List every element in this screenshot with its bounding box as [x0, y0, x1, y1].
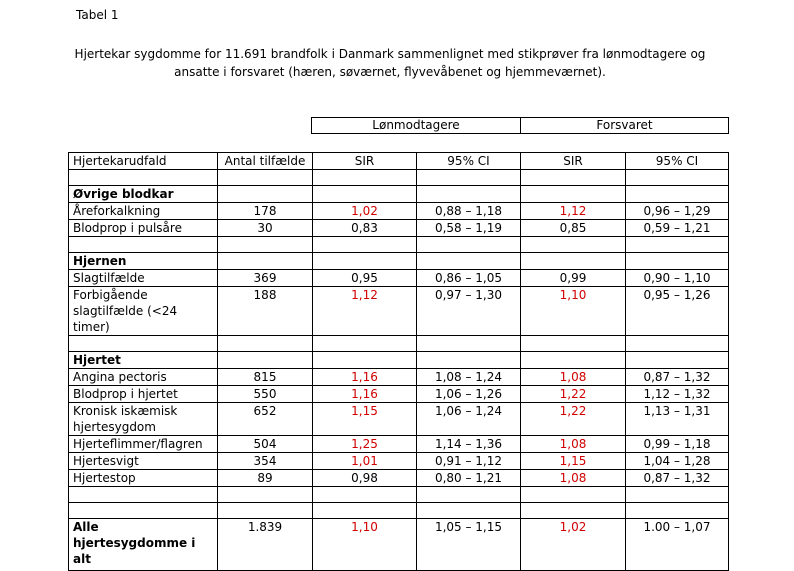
row-name: Forbigående slagtilfælde (<24 timer) [69, 287, 218, 336]
table-row [69, 287, 729, 336]
row-ci-lonmodtagere: 1,06 – 1,24 [417, 403, 521, 436]
empty-cell [69, 487, 218, 503]
row-count: 504 [218, 436, 313, 453]
table-row [69, 270, 729, 287]
empty-cell [521, 253, 626, 270]
row-sir-lonmodtagere: 1,15 [313, 403, 417, 436]
empty-cell [218, 237, 313, 253]
row-count: 89 [218, 470, 313, 487]
empty-cell [69, 503, 218, 519]
row-ci-lonmodtagere: 0,91 – 1,12 [417, 453, 521, 470]
empty-cell [521, 352, 626, 369]
empty-cell [521, 503, 626, 519]
row-ci-lonmodtagere: 0,86 – 1,05 [417, 270, 521, 287]
table-row [69, 386, 729, 403]
empty-cell [521, 336, 626, 352]
empty-cell [69, 336, 218, 352]
empty-cell [313, 487, 417, 503]
empty-cell [626, 352, 729, 369]
table-row [69, 403, 729, 436]
row-sir-lonmodtagere: 0,83 [313, 220, 417, 237]
empty-cell [218, 352, 313, 369]
empty-cell [521, 186, 626, 203]
header-hjertekarudfald: Hjertekarudfald [69, 153, 218, 170]
table-row [69, 220, 729, 237]
row-ci-forsvaret: 1,12 – 1,32 [626, 386, 729, 403]
row-name: Slagtilfælde [69, 270, 218, 287]
empty-cell [417, 186, 521, 203]
row-sir-forsvaret: 1,02 [521, 519, 626, 571]
header-sir-lonmodtagere: SIR [313, 153, 417, 170]
row-sir-forsvaret: 1,12 [521, 203, 626, 220]
section-header-row [69, 352, 729, 369]
spacer-row [69, 503, 729, 519]
row-count: 815 [218, 369, 313, 386]
row-ci-lonmodtagere: 0,97 – 1,30 [417, 287, 521, 336]
row-ci-lonmodtagere: 0,58 – 1,19 [417, 220, 521, 237]
caption-line-2: ansatte i forsvaret (hæren, søværnet, flyvevåbenet og hjemmeværnet). [174, 65, 606, 79]
row-sir-lonmodtagere: 0,95 [313, 270, 417, 287]
row-ci-lonmodtagere: 1,14 – 1,36 [417, 436, 521, 453]
row-count: 369 [218, 270, 313, 287]
row-name: Angina pectoris [69, 369, 218, 386]
empty-cell [69, 170, 218, 186]
header-antal: Antal tilfælde [218, 153, 313, 170]
row-count: 30 [218, 220, 313, 237]
section-title: Hjertet [69, 352, 218, 369]
header-ci-lonmodtagere: 95% CI [417, 153, 521, 170]
row-ci-forsvaret: 0,59 – 1,21 [626, 220, 729, 237]
empty-cell [417, 487, 521, 503]
row-ci-forsvaret: 0,90 – 1,10 [626, 270, 729, 287]
row-name: Blodprop i hjertet [69, 386, 218, 403]
row-ci-lonmodtagere: 0,88 – 1,18 [417, 203, 521, 220]
table-caption [60, 45, 720, 81]
empty-cell [626, 253, 729, 270]
empty-cell [417, 503, 521, 519]
header-ci-forsvaret: 95% CI [626, 153, 729, 170]
row-ci-lonmodtagere: 1,06 – 1,26 [417, 386, 521, 403]
row-ci-forsvaret: 0,87 – 1,32 [626, 470, 729, 487]
table-row [69, 369, 729, 386]
empty-cell [218, 253, 313, 270]
row-count: 354 [218, 453, 313, 470]
row-ci-forsvaret: 1.00 – 1,07 [626, 519, 729, 571]
empty-cell [626, 186, 729, 203]
row-count: 178 [218, 203, 313, 220]
row-ci-lonmodtagere: 1,05 – 1,15 [417, 519, 521, 571]
row-sir-forsvaret: 1,08 [521, 369, 626, 386]
empty-cell [417, 253, 521, 270]
row-sir-forsvaret: 0,99 [521, 270, 626, 287]
table-row [69, 436, 729, 453]
row-name: Hjertestop [69, 470, 218, 487]
row-sir-lonmodtagere: 1,10 [313, 519, 417, 571]
empty-cell [313, 352, 417, 369]
empty-cell [417, 352, 521, 369]
empty-cell [417, 237, 521, 253]
row-sir-lonmodtagere: 0,98 [313, 470, 417, 487]
spacer-row [69, 336, 729, 352]
empty-cell [218, 503, 313, 519]
row-ci-forsvaret: 0,87 – 1,32 [626, 369, 729, 386]
table-row [69, 519, 729, 571]
row-count: 188 [218, 287, 313, 336]
spacer-row [69, 170, 729, 186]
empty-cell [626, 237, 729, 253]
row-name: Alle hjertesygdomme i alt [69, 519, 218, 571]
table-row [69, 470, 729, 487]
empty-cell [313, 336, 417, 352]
row-sir-lonmodtagere: 1,16 [313, 386, 417, 403]
table-row [69, 453, 729, 470]
row-ci-lonmodtagere: 1,08 – 1,24 [417, 369, 521, 386]
section-header-row [69, 253, 729, 270]
row-sir-forsvaret: 1,08 [521, 470, 626, 487]
row-count: 1.839 [218, 519, 313, 571]
empty-cell [521, 170, 626, 186]
row-ci-forsvaret: 1,04 – 1,28 [626, 453, 729, 470]
row-sir-lonmodtagere: 1,01 [313, 453, 417, 470]
row-sir-forsvaret: 0,85 [521, 220, 626, 237]
empty-cell [313, 237, 417, 253]
row-sir-forsvaret: 1,08 [521, 436, 626, 453]
row-sir-lonmodtagere: 1,16 [313, 369, 417, 386]
row-sir-lonmodtagere: 1,12 [313, 287, 417, 336]
empty-cell [218, 170, 313, 186]
row-name: Kronisk iskæmisk hjertesygdom [69, 403, 218, 436]
empty-cell [417, 336, 521, 352]
empty-cell [521, 487, 626, 503]
row-name: Hjerteflimmer/flagren [69, 436, 218, 453]
row-ci-forsvaret: 0,99 – 1,18 [626, 436, 729, 453]
row-sir-forsvaret: 1,22 [521, 403, 626, 436]
row-ci-forsvaret: 0,96 – 1,29 [626, 203, 729, 220]
header-row [69, 153, 729, 170]
empty-cell [313, 253, 417, 270]
group-header-lonmodtagere: Lønmodtagere [311, 117, 521, 134]
empty-cell [626, 487, 729, 503]
group-header-forsvaret: Forsvaret [520, 117, 729, 134]
empty-cell [521, 237, 626, 253]
row-sir-lonmodtagere: 1,25 [313, 436, 417, 453]
row-ci-lonmodtagere: 0,80 – 1,21 [417, 470, 521, 487]
row-sir-forsvaret: 1,22 [521, 386, 626, 403]
empty-cell [626, 170, 729, 186]
row-name: Åreforkalkning [69, 203, 218, 220]
section-header-row [69, 186, 729, 203]
empty-cell [313, 503, 417, 519]
caption-line-1: Hjertekar sygdomme for 11.691 brandfolk i Danmark sammenlignet med stikprøver fra lønmodtagere og [74, 47, 706, 61]
row-name: Blodprop i pulsåre [69, 220, 218, 237]
table-label: Tabel 1 [76, 8, 119, 22]
spacer-row [69, 237, 729, 253]
row-sir-forsvaret: 1,10 [521, 287, 626, 336]
table-row [69, 203, 729, 220]
section-title: Øvrige blodkar [69, 186, 218, 203]
data-table [68, 152, 729, 571]
row-count: 550 [218, 386, 313, 403]
empty-cell [69, 237, 218, 253]
header-sir-forsvaret: SIR [521, 153, 626, 170]
row-ci-forsvaret: 0,95 – 1,26 [626, 287, 729, 336]
table-body [69, 153, 729, 571]
empty-cell [313, 186, 417, 203]
row-sir-forsvaret: 1,15 [521, 453, 626, 470]
empty-cell [313, 170, 417, 186]
row-ci-forsvaret: 1,13 – 1,31 [626, 403, 729, 436]
empty-cell [626, 503, 729, 519]
empty-cell [218, 487, 313, 503]
row-name: Hjertesvigt [69, 453, 218, 470]
empty-cell [218, 186, 313, 203]
empty-cell [417, 170, 521, 186]
empty-cell [218, 336, 313, 352]
row-count: 652 [218, 403, 313, 436]
section-title: Hjernen [69, 253, 218, 270]
row-sir-lonmodtagere: 1,02 [313, 203, 417, 220]
spacer-row [69, 487, 729, 503]
empty-cell [626, 336, 729, 352]
